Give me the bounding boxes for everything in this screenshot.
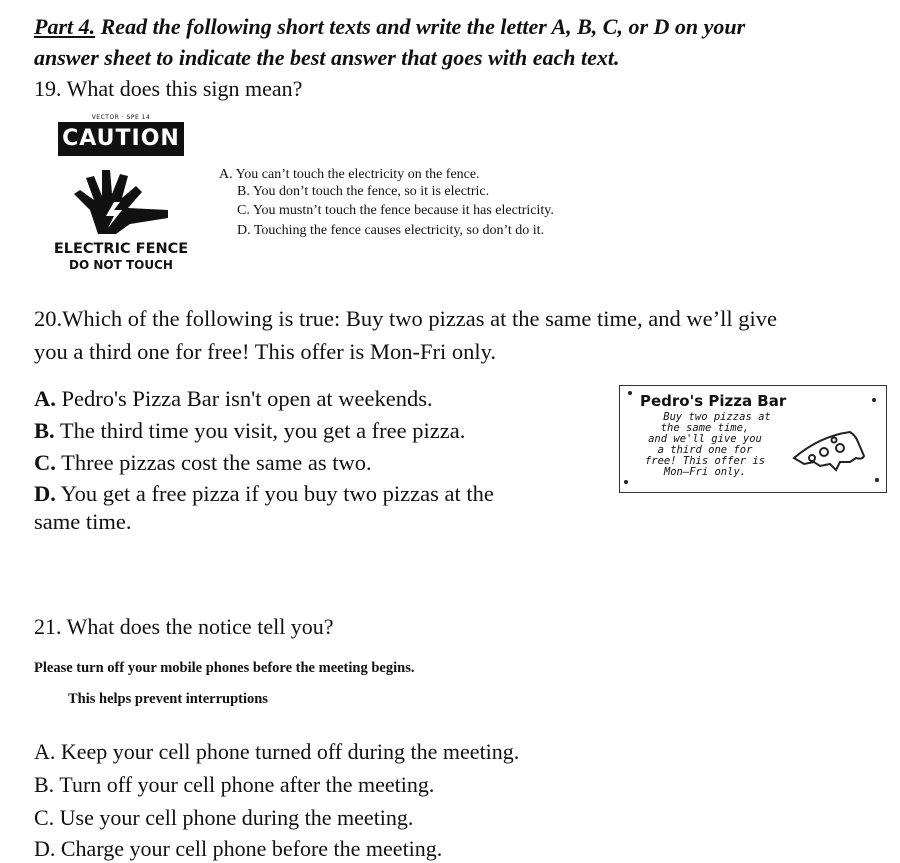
q20-option-d-text: You get a free pizza if you buy two pizzas at the [55,481,494,506]
part-label: Part 4. [34,14,96,39]
caution-sign [40,114,202,274]
q21-option-a: A. Keep your cell phone turned off during the meeting. [34,739,520,764]
sign-small-header: VECTOR · SPE 14 [91,114,151,121]
q20-option-c [34,450,372,476]
q20-option-d [34,481,494,507]
corner-dot-icon [875,478,879,482]
pizza-ad-line-2: the same time, [660,422,750,434]
instruction-line-1 [34,14,745,40]
hand-icon [68,164,178,236]
pizza-ad-line-4: a third one for [657,444,753,456]
instruction-line-2: answer sheet to indicate the best answer that goes with each text. [34,45,620,70]
pizza-slice-icon [790,428,870,478]
question-20-line-1: 20.Which of the following is true: Buy two pizzas at the same time, and we’ll give [34,306,777,331]
question-21: 21. What does the notice tell you? [34,614,334,639]
q19-option-c: C. You mustn’t touch the fence because it has electricity. [237,203,554,218]
pizza-ad-line-3: and we'll give you [648,433,762,445]
q20-option-b-text: The third time you visit, you get a free pizza. [54,418,466,443]
q20-option-a [34,386,433,412]
q21-option-d: D. Charge your cell phone before the meeting. [34,836,443,861]
q20-option-b-letter: B. [34,418,55,443]
q20-option-d-continued: same time. [34,509,132,534]
q20-option-d-letter: D. [34,481,56,506]
q20-option-b [34,418,465,444]
pizza-ad-line-1: Buy two pizzas at [663,411,771,423]
q21-option-b: B. Turn off your cell phone after the meeting. [34,772,435,797]
question-20-line-2: you a third one for free! This offer is Mon-Fri only. [34,339,496,364]
pizza-ad [619,385,887,493]
corner-dot-icon [872,398,876,402]
question-19: 19. What does this sign mean? [34,76,303,101]
q19-option-a: A. You can’t touch the electricity on the fence. [219,167,480,182]
q20-option-c-letter: C. [34,450,56,475]
pizza-ad-line-6: Mon—Fri only. [663,466,747,478]
q21-option-c: C. Use your cell phone during the meeting. [34,805,414,830]
q19-option-b: B. You don’t touch the fence, so it is electric. [237,184,490,199]
q20-option-a-text: Pedro's Pizza Bar isn't open at weekends. [55,386,433,411]
q20-option-c-text: Three pizzas cost the same as two. [55,450,372,475]
pizza-ad-line-5: free! This offer is [644,455,766,467]
sign-caution-label: CAUTION [58,122,184,156]
notice-line-2: This helps prevent interruptions [68,691,268,707]
sign-line-1: ELECTRIC FENCE [53,241,189,257]
pizza-ad-title: Pedro's Pizza Bar [640,392,787,410]
q19-option-d: D. Touching the fence causes electricity, so don’t do it. [237,223,545,238]
q20-option-a-letter: A. [34,386,56,411]
sign-line-2: DO NOT TOUCH [69,258,173,272]
corner-dot-icon [628,391,632,395]
notice-line-1: Please turn off your mobile phones before the meeting begins. [34,660,415,676]
instruction-text-1: Read the following short texts and write the letter A, B, C, or D on your [95,14,746,39]
corner-dot-icon [624,480,628,484]
